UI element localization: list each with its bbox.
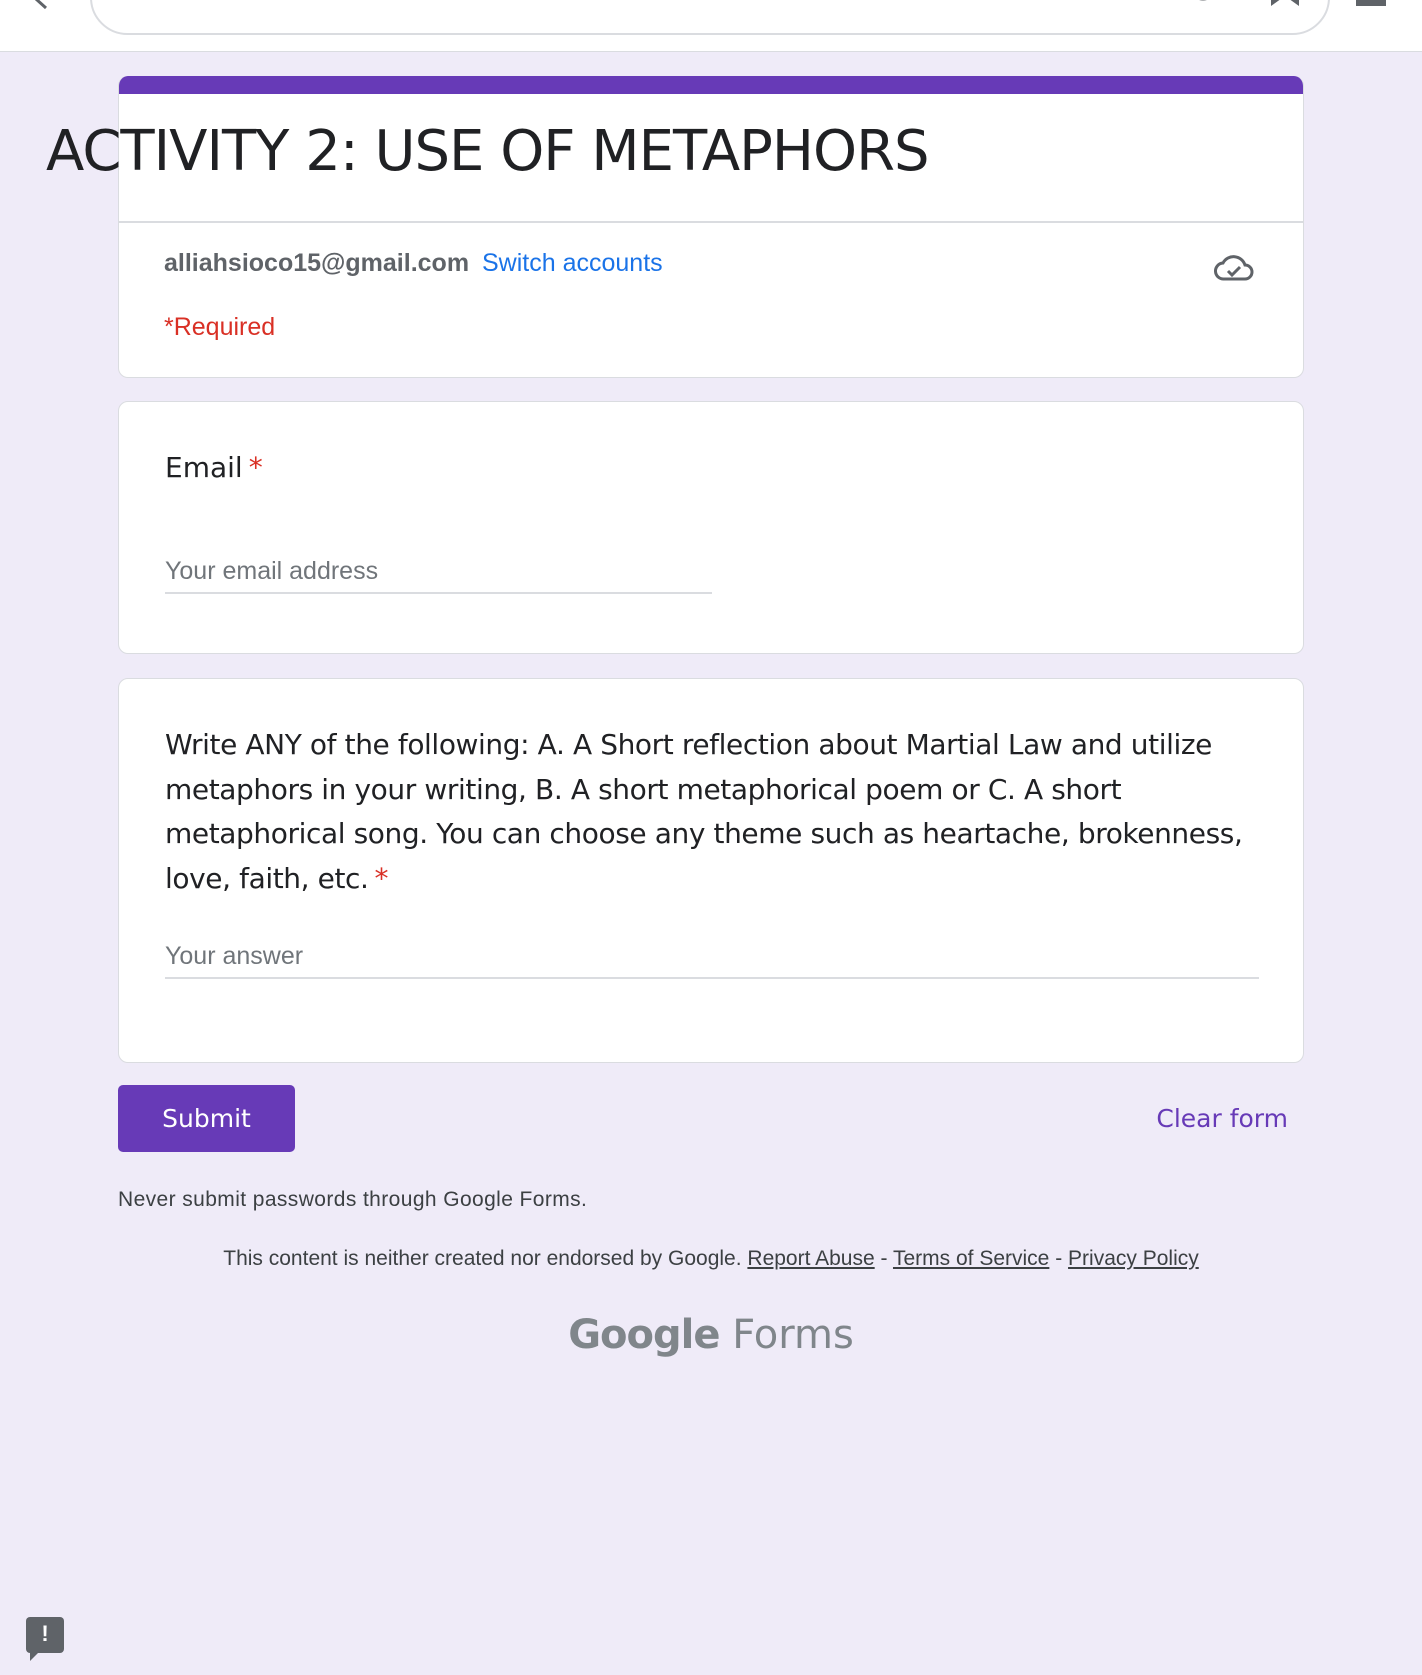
reload-icon[interactable] [1188,0,1218,4]
privacy-policy-link[interactable]: Privacy Policy [1068,1247,1199,1270]
required-star: * [374,861,389,895]
question-card-writing [118,678,1304,1063]
google-forms-logo[interactable] [0,1310,1422,1360]
clear-form-button[interactable]: Clear form [1140,1085,1304,1152]
answer-input[interactable] [165,935,1259,979]
brand-google: Google [568,1312,720,1358]
bookmark-icon[interactable] [1268,0,1302,6]
header-body [118,221,1304,378]
question-card-email [118,401,1304,654]
report-problem-button[interactable] [26,1617,64,1653]
footer-separator: - [1055,1247,1063,1270]
cloud-saved-icon [1214,251,1254,285]
brand-forms: Forms [732,1312,854,1358]
disclaimer-text: This content is neither created nor endorsed by Google. [223,1247,742,1270]
email-input[interactable] [165,550,712,594]
back-arrow-icon[interactable] [30,0,52,10]
question-title-email [165,450,263,486]
browser-toolbar [0,0,1422,52]
question-text: Write ANY of the following: A. A Short reflection about Martial Law and utilize metaphors in your writing, B. A short metaphorical poem or C. A short metaphorical song. You can choose any theme such as heartache, brokenness, love, faith, etc. [165,728,1243,895]
header-accent-bar [119,76,1303,94]
account-row [164,247,663,279]
footer-disclaimer [0,1245,1422,1273]
form-title: ACTIVITY 2: USE OF METAPHORS [46,119,929,184]
switch-accounts-link[interactable]: Switch accounts [482,249,663,277]
required-star: * [248,451,263,484]
menu-icon[interactable] [1356,0,1386,6]
report-icon: ! [41,1621,49,1646]
header-divider [118,221,1304,223]
account-email: alliahsioco15@gmail.com [164,249,470,277]
password-warning: Never submit passwords through Google Forms. [118,1188,588,1211]
submit-button[interactable]: Submit [118,1085,295,1152]
terms-of-service-link[interactable]: Terms of Service [892,1247,1050,1270]
address-bar[interactable] [90,0,1330,35]
report-abuse-link[interactable]: Report Abuse [747,1247,875,1270]
footer-separator: - [880,1247,888,1270]
required-note: *Required [164,313,276,341]
question-title-writing [165,723,1275,901]
question-text: Email [165,451,243,484]
